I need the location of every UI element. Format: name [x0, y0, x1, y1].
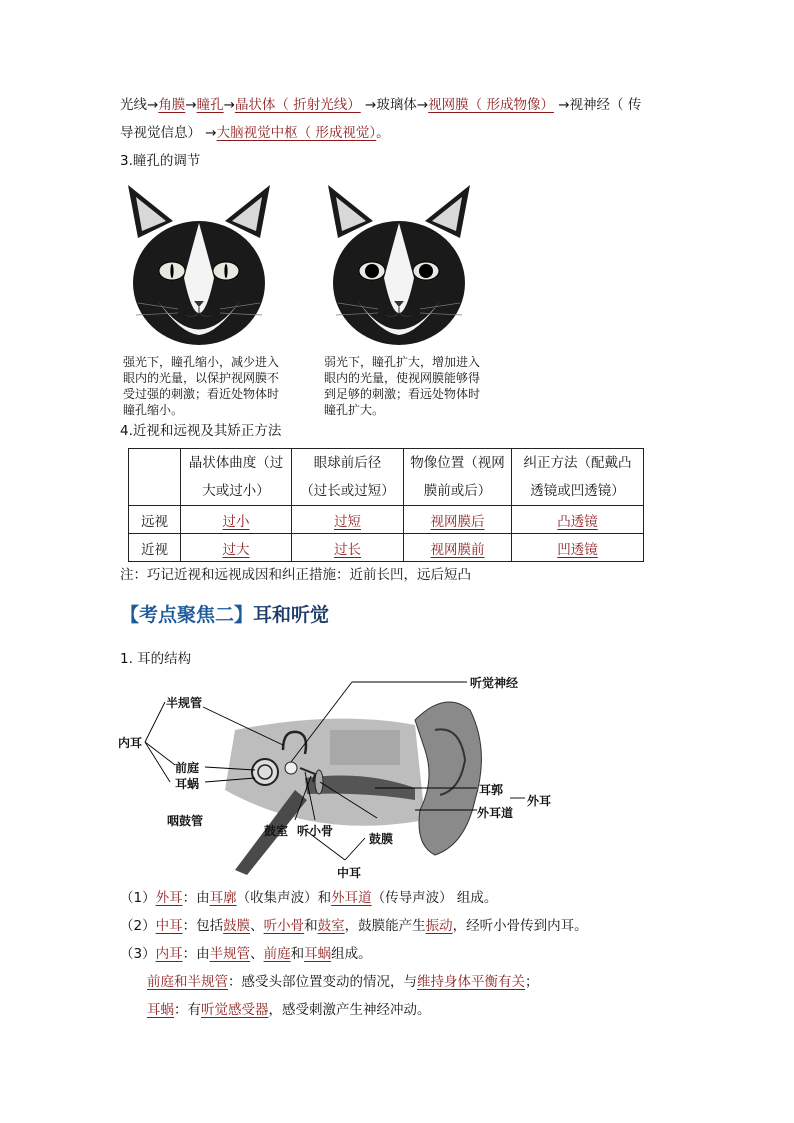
- blank-outer-ear: 外耳: [155, 890, 183, 906]
- header-text: 大或过小）: [202, 483, 270, 499]
- vision-path-line-1: [120, 95, 641, 115]
- arrow-icon: →: [147, 97, 159, 113]
- blank-ear-canal: 外耳道: [331, 890, 372, 906]
- label-inner-ear: 内耳: [118, 736, 143, 750]
- text: ，鼓膜能产生: [344, 918, 426, 934]
- text-optic-nerve: →视神经（ 传: [558, 97, 642, 113]
- blank-ossicles: 听小骨: [263, 918, 305, 934]
- section-bracket-title: 【考点聚焦二】: [120, 604, 254, 626]
- table-header-cell: [404, 449, 512, 506]
- answer-text: 过短: [334, 513, 361, 530]
- ear-item-middle: [120, 916, 588, 936]
- ear-item-cochlea: [147, 1000, 431, 1020]
- table-header-cell: [181, 449, 292, 506]
- blank-cornea: 角膜: [158, 97, 186, 113]
- table-cell: [512, 534, 644, 562]
- caption-line: 眼内的光量，使视网膜能够得: [324, 371, 481, 385]
- table-header-cell: [129, 449, 181, 506]
- text: 和: [290, 946, 305, 962]
- label-eustachian-tube: 咽鼓管: [167, 814, 204, 828]
- text: 、: [250, 918, 264, 934]
- label-ossicles: 听小骨: [297, 824, 334, 838]
- ear-structure-heading: 1. 耳的结构: [120, 651, 192, 667]
- vision-path-line-2: [120, 123, 390, 143]
- section-title-text: 耳和听觉: [253, 604, 330, 626]
- table-header-cell: [512, 449, 644, 506]
- label-eardrum: 鼓膜: [369, 832, 394, 846]
- answer-text: 过长: [334, 541, 361, 558]
- ear-item-outer: [120, 888, 497, 908]
- text: ：有: [174, 1002, 201, 1018]
- text: ；: [525, 974, 539, 990]
- header-text: 晶状体曲度（过: [188, 455, 284, 471]
- dim-light-caption: [324, 354, 480, 418]
- header-text: 物像位置（视网: [410, 455, 505, 471]
- cat-bright-light-image: [118, 183, 280, 351]
- bright-light-caption: [123, 354, 279, 418]
- period: 。: [376, 125, 390, 141]
- header-text: 透镜或凹透镜）: [530, 483, 625, 499]
- item-number: （1）: [120, 890, 156, 906]
- blank-tympanic: 鼓室: [317, 918, 345, 934]
- table-cell: [292, 534, 404, 562]
- blank-vestibule-semicircular: 前庭和半规管: [147, 974, 228, 990]
- label-auditory-nerve: 听觉神经: [470, 676, 519, 690]
- label-cochlea: 耳蜗: [175, 777, 200, 791]
- header-text: 膜前或后）: [423, 483, 492, 499]
- answer-text: 凸透镜: [557, 513, 598, 530]
- answer-text: 过大: [222, 541, 250, 558]
- table-cell: [181, 506, 292, 534]
- answer-text: 过小: [222, 513, 250, 530]
- blank-eardrum: 鼓膜: [223, 918, 251, 934]
- caption-line: 瞳孔扩大。: [324, 403, 385, 417]
- blank-lens: 晶状体（ 折射光线）: [234, 97, 361, 113]
- table-cell: 远视: [129, 506, 181, 534]
- mnemonic-note: 注：巧记近视和远视成因和纠正措施：近前长凹，远后短凸: [120, 567, 471, 583]
- text: ：由: [182, 946, 210, 962]
- answer-text: 视网膜前: [430, 541, 485, 558]
- caption-line: 受过强的刺激；看近处物体时: [123, 387, 280, 401]
- blank-pinna: 耳廓: [209, 890, 237, 906]
- table-cell: [404, 506, 512, 534]
- myopia-heading: 4.近视和远视及其矫正方法: [120, 423, 282, 439]
- label-semicircular-canals: 半规管: [166, 696, 203, 710]
- table-header-row: [129, 449, 644, 506]
- text: ，经听小骨传到内耳。: [452, 918, 588, 934]
- header-text: 眼球前后径: [313, 455, 382, 471]
- ear-item-balance: [147, 972, 539, 992]
- caption-line: 瞳孔缩小。: [123, 403, 184, 417]
- blank-balance: 维持身体平衡有关: [417, 974, 525, 990]
- arrow-icon: →: [185, 97, 197, 113]
- header-text: 纠正方法（配戴凸: [523, 455, 632, 471]
- label-ear-canal: 外耳道: [477, 806, 514, 820]
- text: ：感受头部位置变动的情况，与: [228, 974, 417, 990]
- blank-pupil: 瞳孔: [196, 97, 224, 113]
- text: ：包括: [182, 918, 224, 934]
- header-text: （过长或过短）: [300, 483, 395, 499]
- vision-correction-table: [128, 448, 644, 562]
- label-middle-ear: 中耳: [337, 866, 362, 880]
- text-light: 光线: [120, 97, 147, 113]
- blank-semicircular: 半规管: [209, 946, 251, 962]
- section-title: [120, 600, 329, 627]
- blank-receptor: 听觉感受器: [201, 1002, 269, 1018]
- text: （收集声波）和: [236, 890, 332, 906]
- table-cell: 近视: [129, 534, 181, 562]
- text: 、: [250, 946, 264, 962]
- ear-item-inner: [120, 944, 372, 964]
- label-tympanic-cavity: 鼓室: [264, 824, 289, 838]
- answer-text: 视网膜后: [430, 513, 485, 530]
- item-number: （2）: [120, 918, 156, 934]
- table-row: [129, 506, 644, 534]
- caption-line: 眼内的光量，以保护视网膜不: [123, 371, 280, 385]
- table-header-cell: [292, 449, 404, 506]
- blank-vibration: 振动: [425, 918, 453, 934]
- blank-cochlea: 耳蜗: [304, 946, 332, 962]
- text-vitreous: →玻璃体→: [365, 97, 429, 113]
- arrow-icon: →: [223, 97, 235, 113]
- text-transmit: 导视觉信息） →: [120, 125, 217, 141]
- text: 和: [304, 918, 318, 934]
- table-cell: [181, 534, 292, 562]
- blank-retina: 视网膜（ 形成物像）: [428, 97, 554, 113]
- label-outer-ear: 外耳: [527, 794, 552, 808]
- pupil-heading: 3.瞳孔的调节: [120, 153, 201, 169]
- blank-vestibule: 前庭: [263, 946, 291, 962]
- text: 组成。: [331, 946, 372, 962]
- caption-line: 到足够的刺激；看远处物体时: [324, 387, 481, 401]
- text: ，感受刺激产生神经冲动。: [268, 1002, 431, 1018]
- blank-visual-center: 大脑视觉中枢（ 形成视觉）: [216, 125, 377, 141]
- label-vestibule: 前庭: [175, 761, 200, 775]
- answer-text: 凹透镜: [557, 541, 598, 558]
- item-number: （3）: [120, 946, 156, 962]
- text: （传导声波） 组成。: [371, 890, 498, 906]
- table-cell: [512, 506, 644, 534]
- blank-middle-ear: 中耳: [155, 918, 183, 934]
- blank-inner-ear: 内耳: [155, 946, 183, 962]
- text: ：由: [182, 890, 210, 906]
- caption-line: 弱光下，瞳孔扩大，增加进入: [324, 355, 481, 369]
- table-cell: [404, 534, 512, 562]
- blank-cochlea-2: 耳蜗: [147, 1002, 174, 1018]
- cat-dim-light-image: [318, 183, 480, 351]
- caption-line: 强光下，瞳孔缩小，减少进入: [123, 355, 280, 369]
- label-pinna: 耳郭: [479, 783, 504, 797]
- table-cell: [292, 506, 404, 534]
- table-row: [129, 534, 644, 562]
